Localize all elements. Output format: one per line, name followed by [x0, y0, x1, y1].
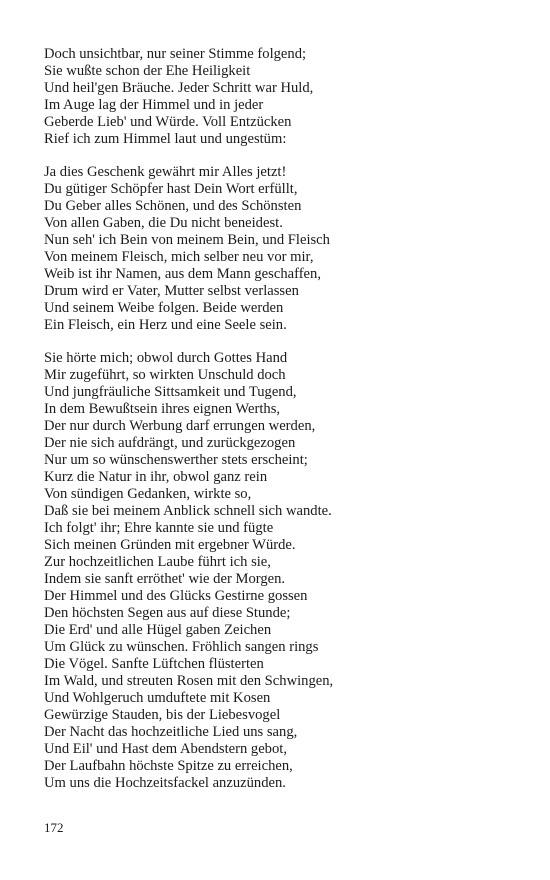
verse-line: Sie hörte mich; obwol durch Gottes Hand [44, 350, 288, 366]
verse-line: Und Wohlgeruch umduftete mit Kosen [44, 690, 271, 706]
verse-line: Von meinem Fleisch, mich selber neu vor mir, [44, 249, 314, 265]
verse-line: Indem sie sanft erröthet' wie der Morgen. [44, 571, 286, 587]
verse-line: Der Nacht das hochzeitliche Lied uns sang, [44, 724, 298, 740]
verse-line: Drum wird er Vater, Mutter selbst verlassen [44, 283, 299, 299]
verse-line: Du gütiger Schöpfer hast Dein Wort erfüllt, [44, 181, 298, 197]
verse-line: Ja dies Geschenk gewährt mir Alles jetzt! [44, 164, 287, 180]
verse-line: Geberde Lieb' und Würde. Voll Entzücken [44, 114, 292, 130]
verse-line: Im Auge lag der Himmel und in jeder [44, 97, 264, 113]
verse-line: Den höchsten Segen aus auf diese Stunde; [44, 605, 291, 621]
verse-line: Nur um so wünschenswerther stets erscheint; [44, 452, 308, 468]
verse-line: Sich meinen Gründen mit ergebner Würde. [44, 537, 296, 553]
verse-line: Gewürzige Stauden, bis der Liebesvogel [44, 707, 281, 723]
verse-line: Weib ist ihr Namen, aus dem Mann geschaffen, [44, 266, 321, 282]
stanza-2 [44, 164, 514, 334]
verse-line: Ein Fleisch, ein Herz und eine Seele sein. [44, 317, 287, 333]
verse-line: Um uns die Hochzeitsfackel anzuzünden. [44, 775, 286, 791]
stanza-3 [44, 350, 514, 792]
verse-line: Und seinem Weibe folgen. Beide werden [44, 300, 284, 316]
verse-line: Sie wußte schon der Ehe Heiligkeit [44, 63, 251, 79]
verse-line: Zur hochzeitlichen Laube führt ich sie, [44, 554, 271, 570]
stanza-1 [44, 46, 514, 148]
verse-line: Der nur durch Werbung darf errungen werden, [44, 418, 316, 434]
verse-line: Der nie sich aufdrängt, und zurückgezogen [44, 435, 296, 451]
verse-line: Und Eil' und Hast dem Abendstern gebot, [44, 741, 287, 757]
verse-line: Du Geber alles Schönen, und des Schönsten [44, 198, 302, 214]
verse-line: Rief ich zum Himmel laut und ungestüm: [44, 131, 287, 147]
verse-line: Der Himmel und des Glücks Gestirne gossen [44, 588, 308, 604]
verse-line: Die Vögel. Sanfte Lüftchen flüsterten [44, 656, 264, 672]
verse-line: In dem Bewußtsein ihres eignen Werths, [44, 401, 281, 417]
verse-line: Mir zugeführt, so wirkten Unschuld doch [44, 367, 286, 383]
verse-line: Der Laufbahn höchste Spitze zu erreichen, [44, 758, 293, 774]
poem-text-block [44, 46, 514, 808]
page-number: 172 [44, 820, 64, 835]
verse-line: Daß sie bei meinem Anblick schnell sich wandte. [44, 503, 332, 519]
verse-line: Doch unsichtbar, nur seiner Stimme folgend; [44, 46, 307, 62]
verse-line: Und jungfräuliche Sittsamkeit und Tugend, [44, 384, 297, 400]
verse-line: Und heil'gen Bräuche. Jeder Schritt war Huld, [44, 80, 314, 96]
verse-line: Von allen Gaben, die Du nicht beneidest. [44, 215, 283, 231]
verse-line: Die Erd' und alle Hügel gaben Zeichen [44, 622, 272, 638]
verse-line: Kurz die Natur in ihr, obwol ganz rein [44, 469, 268, 485]
verse-line: Um Glück zu wünschen. Fröhlich sangen rings [44, 639, 319, 655]
verse-line: Nun seh' ich Bein von meinem Bein, und Fleisch [44, 232, 330, 248]
verse-line: Im Wald, und streuten Rosen mit den Schwingen, [44, 673, 334, 689]
verse-line: Ich folgt' ihr; Ehre kannte sie und fügte [44, 520, 274, 536]
verse-line: Von sündigen Gedanken, wirkte so, [44, 486, 252, 502]
